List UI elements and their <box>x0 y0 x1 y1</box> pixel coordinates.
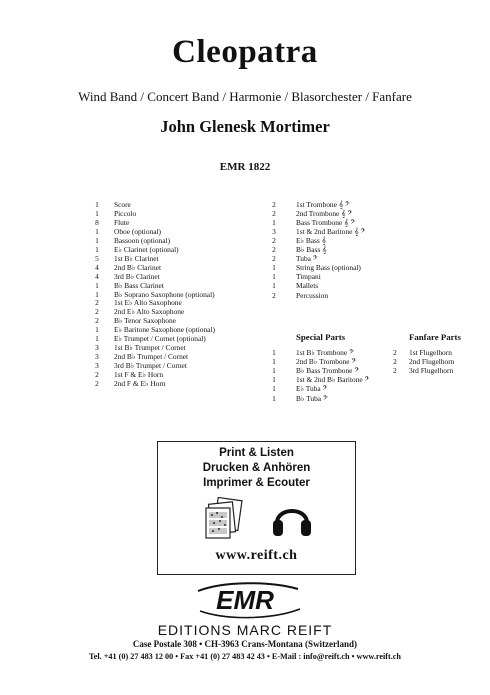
part-quantity: 8 <box>95 217 99 227</box>
catalog-number: EMR 1822 <box>219 161 271 173</box>
part-quantity: 2 <box>393 357 397 367</box>
part-quantity: 1 <box>272 218 276 228</box>
part-quantity: 4 <box>95 262 99 272</box>
part-quantity: 1 <box>95 334 99 344</box>
part-quantity: 1 <box>272 393 276 403</box>
part-name: Flute <box>114 217 130 227</box>
part-quantity: 1 <box>95 244 99 254</box>
composer-name: John Glenesk Mortimer <box>160 117 330 136</box>
part-quantity: 3 <box>95 361 99 371</box>
part-name: 2nd Flugelhorn <box>409 357 455 367</box>
part-quantity: 2 <box>95 379 99 388</box>
part-name: 2nd Trombone 𝄞 𝄢 <box>296 209 353 219</box>
part-name: 1st & 2nd B♭ Baritone 𝄢 <box>296 375 370 385</box>
part-name: B♭ Bass 𝄞 <box>296 245 327 255</box>
part-name: B♭ Bass Clarinet <box>114 280 164 290</box>
part-name: Mallets <box>296 281 319 291</box>
part-name: 1st B♭ Trombone 𝄢 <box>296 348 354 357</box>
part-quantity: 2 <box>272 236 276 246</box>
part-quantity: 1 <box>95 200 99 209</box>
emr-logo-text: EMR <box>216 585 274 615</box>
part-quantity: 2 <box>272 290 276 300</box>
part-name: Tuba 𝄢 <box>296 254 318 264</box>
part-quantity: 3 <box>95 352 99 362</box>
part-name: 2nd E♭ Alto Saxophone <box>114 307 185 317</box>
part-name: B♭ Bass Trombone 𝄢 <box>296 366 360 376</box>
special-parts-heading: Special Parts <box>296 332 346 342</box>
part-quantity: 1 <box>272 357 276 367</box>
part-name: E♭ Tuba 𝄢 <box>296 384 328 394</box>
part-quantity: 3 <box>95 343 99 353</box>
part-quantity: 2 <box>393 348 397 357</box>
part-quantity: 2 <box>272 245 276 255</box>
part-name: 3rd Flugelhorn <box>409 366 454 376</box>
part-name: 3rd B♭ Clarinet <box>114 271 160 281</box>
part-quantity: 2 <box>95 370 99 380</box>
part-quantity: 1 <box>95 325 99 335</box>
part-name: String Bass (optional) <box>296 263 361 273</box>
part-name: E♭ Baritone Saxophone (optional) <box>114 325 215 335</box>
part-quantity: 4 <box>95 271 99 281</box>
headphones-icon <box>270 497 314 544</box>
part-quantity: 2 <box>95 307 99 317</box>
part-name: B♭ Tenor Saxophone <box>114 316 176 326</box>
print-listen-box <box>157 441 356 575</box>
part-name: 3rd B♭ Trumpet / Cornet <box>114 361 187 371</box>
part-name: 1st E♭ Alto Saxophone <box>114 298 182 308</box>
publisher-contact: Tel. +41 (0) 27 483 12 00 • Fax +41 (0) 27 483 42 43 • E-Mail : info@reift.ch • www.reift.ch <box>89 652 401 661</box>
part-quantity: 1 <box>95 289 99 299</box>
part-name: 1st F & E♭ Horn <box>114 370 164 380</box>
part-quantity: 1 <box>272 366 276 376</box>
part-quantity: 2 <box>393 366 397 376</box>
part-name: 2nd B♭ Trumpet / Cornet <box>114 352 189 362</box>
part-name: Score <box>114 200 131 209</box>
part-name: Bass Trombone 𝄞 𝄢 <box>296 218 356 228</box>
part-name: 1st Flugelhorn <box>409 348 452 357</box>
part-quantity: 2 <box>272 209 276 219</box>
part-name: Piccolo <box>114 208 137 218</box>
part-name: B♭ Soprano Saxophone (optional) <box>114 289 215 299</box>
part-quantity: 1 <box>95 280 99 290</box>
part-name: B♭ Tuba 𝄢 <box>296 393 328 403</box>
part-name: Bassoon (optional) <box>114 235 171 245</box>
print-listen-fr: Imprimer & Ecouter <box>203 477 310 489</box>
part-quantity: 1 <box>95 235 99 245</box>
part-quantity: 1 <box>272 384 276 394</box>
fanfare-parts-heading: Fanfare Parts <box>409 332 461 342</box>
part-name: 1st & 2nd Baritone 𝄞 𝄢 <box>296 227 366 237</box>
print-listen-en: Print & Listen <box>219 447 294 459</box>
part-name: 1st Trombone 𝄞 𝄢 <box>296 200 350 209</box>
part-name: E♭ Bass 𝄞 <box>296 236 327 246</box>
part-quantity: 1 <box>272 348 276 357</box>
part-name: 1st B♭ Clarinet <box>114 253 159 263</box>
part-quantity: 2 <box>272 254 276 264</box>
part-quantity: 1 <box>95 208 99 218</box>
part-name: E♭ Trumpet / Cornet (optional) <box>114 334 206 344</box>
part-quantity: 1 <box>272 375 276 385</box>
part-quantity: 5 <box>95 253 99 263</box>
piece-title: Cleopatra <box>172 34 318 70</box>
printer-sheets-icon <box>202 497 248 546</box>
publisher-address: Case Postale 308 • CH-3963 Crans-Montana (Switzerland) <box>132 639 358 649</box>
emr-logo <box>174 579 316 626</box>
part-quantity: 2 <box>95 316 99 326</box>
part-name: 2nd B♭ Clarinet <box>114 262 162 272</box>
part-quantity: 1 <box>272 272 276 282</box>
part-quantity: 2 <box>272 200 276 209</box>
part-name: Percussion <box>296 290 329 300</box>
part-name: 1st B♭ Trumpet / Cornet <box>114 343 186 353</box>
part-name: Oboe (optional) <box>114 226 161 236</box>
part-quantity: 2 <box>95 298 99 308</box>
website-url[interactable]: www.reift.ch <box>215 548 298 563</box>
part-name: Timpani <box>296 272 321 282</box>
part-quantity: 1 <box>95 226 99 236</box>
part-quantity: 3 <box>272 227 276 237</box>
part-name: 2nd F & E♭ Horn <box>114 379 166 388</box>
publisher-name: EDITIONS MARC REIFT <box>157 622 333 638</box>
print-listen-de: Drucken & Anhören <box>202 462 311 474</box>
part-name: 2nd B♭ Trombone 𝄢 <box>296 357 357 367</box>
instrumentation-subtitle: Wind Band / Concert Band / Harmonie / Blasorchester / Fanfare <box>78 89 412 104</box>
part-quantity: 1 <box>272 281 276 291</box>
part-quantity: 1 <box>272 263 276 273</box>
part-name: E♭ Clarinet (optional) <box>114 244 179 254</box>
